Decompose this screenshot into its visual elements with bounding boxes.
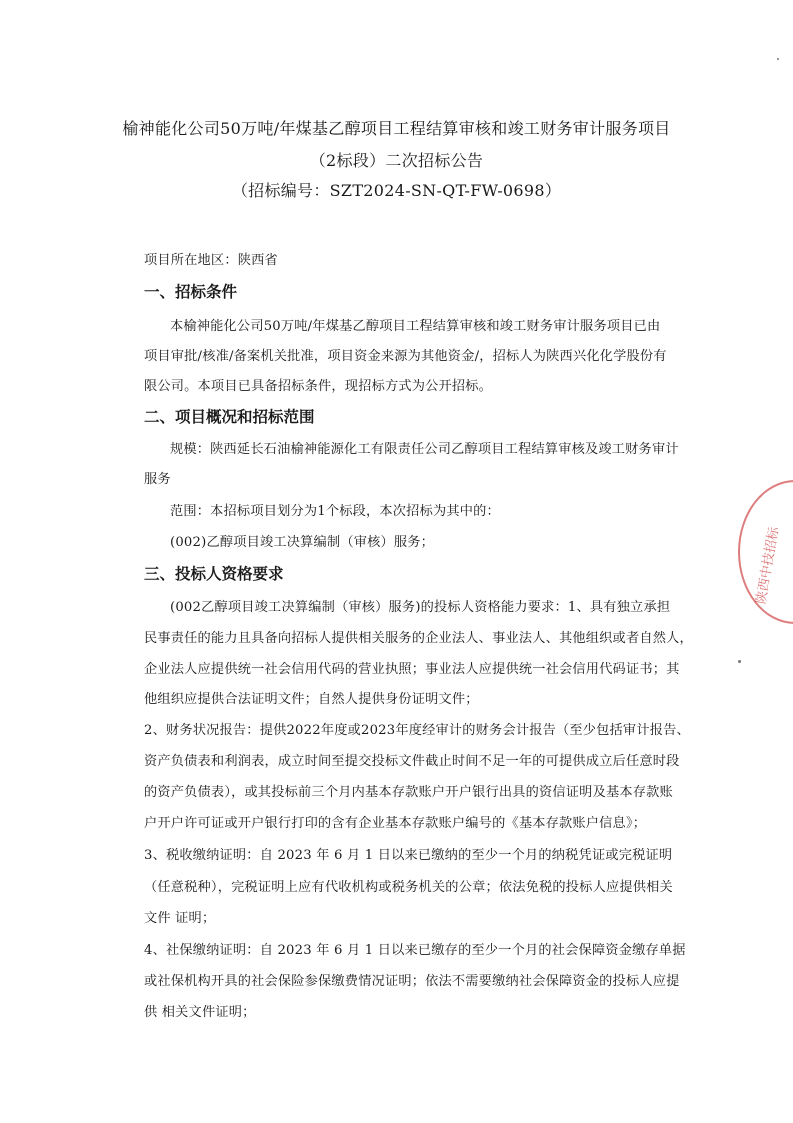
section-3-line: 的资产负债表），或其投标前三个月内基本存款账户开户银行出具的资信证明及基本存款账 bbox=[144, 785, 673, 800]
section-1-line: 项目审批/核准/备案机关批准，项目资金来源为其他资金/，招标人为陕西兴化化学股份有 bbox=[144, 349, 667, 364]
section-3-heading: 三、投标人资格要求 bbox=[144, 565, 284, 583]
section-3-line: (002乙醇项目竣工决算编制（审核）服务)的投标人资格能力要求：1、具有独立承担 bbox=[170, 600, 671, 615]
section-3-line: （任意税种），完税证明上应有代收机构或税务机关的公章；依法免税的投标人应提供相关 bbox=[144, 880, 673, 895]
section-3-line: 供 相关文件证明； bbox=[144, 1005, 256, 1020]
section-3-line: 4、社保缴纳证明：自 2023 年 6 月 1 日以来已缴存的至少一个月的社会保障资金缴存单据 bbox=[144, 943, 686, 958]
section-3-line: 民事责任的能力且具备向招标人提供相关服务的企业法人、事业法人、其他组织或者自然人， bbox=[144, 631, 693, 646]
section-3-line: 2、财务状况报告：提供2022年度或2023年度经审计的财务会计报告（至少包括审计报告、 bbox=[144, 723, 690, 738]
scan-speck bbox=[777, 58, 779, 60]
section-3-line: 文件 证明； bbox=[144, 911, 216, 926]
title-line-2: （2标段）二次招标公告 bbox=[309, 151, 484, 170]
section-3-line: 资产负债表和利润表，成立时间至提交投标文件截止时间不足一年的可提供成立后任意时段 bbox=[144, 754, 680, 769]
seal-text: 陕西中技招标 bbox=[753, 525, 783, 606]
section-2-line: 规模：陕西延长石油榆神能源化工有限责任公司乙醇项目工程结算审核及竣工财务审计 bbox=[170, 442, 679, 457]
section-1-line: 限公司。本项目已具备招标条件，现招标方式为公开招标。 bbox=[144, 379, 493, 394]
section-3-line: 他组织应提供合法证明文件；自然人提供身份证明文件； bbox=[144, 692, 479, 707]
tender-number: （招标编号：SZT2024-SN-QT-FW-0698） bbox=[231, 181, 562, 200]
section-2-line: 服务 bbox=[144, 472, 171, 487]
section-3-line: 户开户许可证或开户银行打印的含有企业基本存款账户编号的《基本存款账户信息》； bbox=[144, 816, 647, 831]
section-3-line: 3、税收缴纳证明：自 2023 年 6 月 1 日以来已缴纳的至少一个月的纳税凭证或完税证明 bbox=[144, 848, 673, 863]
section-2-heading: 二、项目概况和招标范围 bbox=[144, 408, 315, 426]
region-line: 项目所在地区：陕西省 bbox=[144, 253, 278, 268]
section-2-line: (002)乙醇项目竣工决算编制（审核）服务； bbox=[170, 535, 435, 550]
section-3-line: 或社保机构开具的社会保险参保缴费情况证明；依法不需要缴纳社会保障资金的投标人应提 bbox=[144, 974, 680, 989]
section-2-line: 范围：本招标项目划分为1个标段，本次招标为其中的： bbox=[170, 504, 500, 519]
section-3-line: 企业法人应提供统一社会信用代码的营业执照；事业法人应提供统一社会信用代码证书；其 bbox=[144, 662, 680, 677]
official-seal bbox=[738, 480, 793, 624]
section-1-line: 本榆神能化公司50万吨/年煤基乙醇项目工程结算审核和竣工财务审计服务项目已由 bbox=[170, 319, 661, 334]
section-1-heading: 一、招标条件 bbox=[144, 283, 238, 301]
title-line-1: 榆神能化公司50万吨/年煤基乙醇项目工程结算审核和竣工财务审计服务项目 bbox=[122, 119, 671, 138]
scan-speck bbox=[738, 660, 741, 663]
